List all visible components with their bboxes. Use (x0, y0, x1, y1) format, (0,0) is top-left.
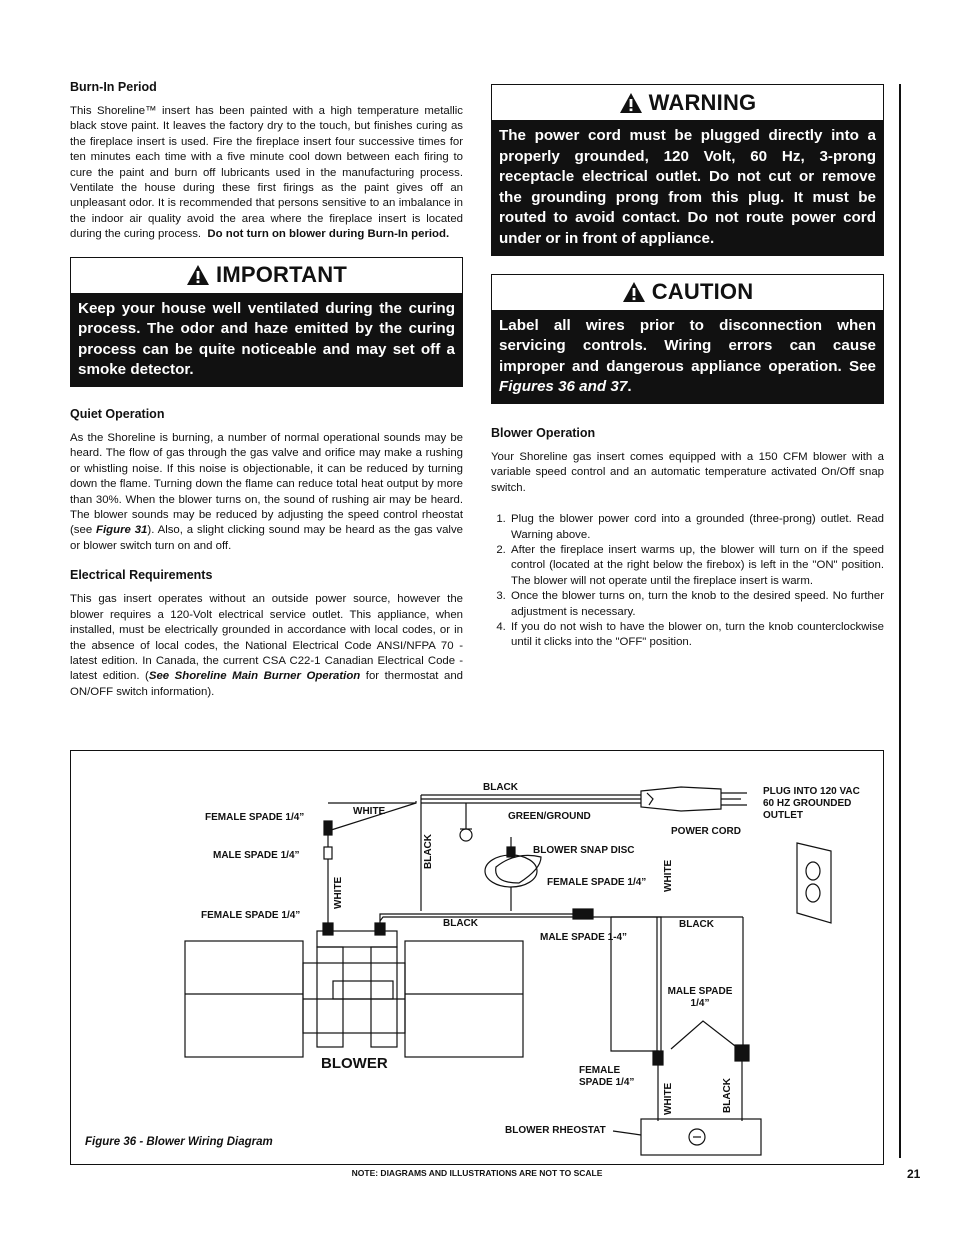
column-rule (899, 84, 901, 1158)
label-black-top: BLACK (483, 782, 518, 793)
label-white-top: WHITE (353, 806, 386, 817)
warning-title: WARNING (648, 89, 757, 115)
warning-triangle-icon (186, 264, 210, 286)
label-male-spade-2: MALE SPADE 1/4” (667, 986, 733, 1009)
burnin-text: This Shoreline™ insert has been painted with a high temperature metallic black stove paint. It leaves the factory dry to the touch, but finishes curing as the fireplace insert is used. Fire the fireplace insert four successive times for ten minutes each time with a five minute cool down between each firing to cure the paint and burn off lubricants used in the manufacturing process. Ventilate the house during these first firings as the paint gives off an unpleasant odor. It is recommended that persons sensitive to an imbalance in the indoor air quality avoid the area where the fireplace insert is located during the curing process. Do not turn on blower during Burn-In period. (70, 105, 463, 241)
burnin-heading: Burn-In Period (70, 80, 157, 94)
warning-triangle-icon (619, 92, 643, 114)
warning-body: The power cord must be plugged directly into a properly grounded, 120 Volt, 60 Hz, 3-prong receptacle electrical outlet. Do not cut or remove the grounding prong from this plug. It must be routed to avoid contact. Do not route power cord under or in front of appliance. (492, 120, 883, 255)
label-black-vert: BLACK (423, 834, 434, 869)
label-female-spade-1: FEMALE SPADE 1/4” (205, 812, 305, 823)
wiring-diagram (71, 751, 883, 1164)
label-white-vert-bottom: WHITE (663, 1082, 674, 1115)
label-black-vert-bottom: BLACK (722, 1078, 733, 1113)
caution-title: CAUTION (651, 279, 754, 305)
step-2: 2. After the fireplace insert warms up, the blower will turn on if the speed control (located at the right below the firebox) is left in the "ON" position. The blower will not operate until the fireplace insert is warm. (509, 543, 884, 589)
warning-box (491, 84, 884, 256)
label-black-right: BLACK (679, 919, 714, 930)
step-4: 4. If you do not wish to have the blower on, turn the knob counterclockwise until it clicks into the "OFF" position. (509, 620, 884, 651)
important-box (70, 257, 463, 387)
label-plug-into: PLUG INTO 120 VAC 60 HZ GROUNDED OUTLET (763, 786, 860, 821)
caution-figure-ref: Figures 36 and 37 (499, 378, 628, 396)
caution-triangle-icon (622, 281, 646, 303)
label-blower: BLOWER (321, 1055, 388, 1072)
important-title-bar (71, 258, 462, 293)
label-green-ground: GREEN/GROUND (508, 811, 591, 822)
label-male-spade-14: MALE SPADE 1-4” (540, 932, 628, 943)
figure-caption: Figure 36 - Blower Wiring Diagram (85, 1136, 273, 1148)
elec-ref: See Shoreline Main Burner Operation (148, 670, 361, 683)
quiet-heading: Quiet Operation (70, 407, 165, 422)
blower-housing-right (405, 941, 523, 1057)
footer-note: NOTE: DIAGRAMS AND ILLUSTRATIONS ARE NOT TO SCALE (351, 1168, 603, 1178)
important-body: Keep your house well ventilated during the curing process. The odor and haze emitted by the curing process can be quite noticeable and may set off a smoke detector. (71, 293, 462, 386)
wiring-diagram-figure (70, 750, 884, 1165)
label-female-spade-3: FEMALE SPADE 1/4” (201, 910, 301, 921)
blower-steps (491, 512, 884, 651)
burnin-bold: Do not turn on blower during Burn-In period. (207, 228, 450, 241)
left-column (70, 80, 463, 700)
elec-heading: Electrical Requirements (70, 568, 213, 583)
blower-heading: Blower Operation (491, 425, 596, 440)
label-white-vert-left: WHITE (333, 876, 344, 909)
quiet-figure-ref: Figure 31 (96, 524, 148, 537)
right-column (491, 84, 884, 651)
step-3: 3. Once the blower turns on, turn the knob to the desired speed. No further adjustment is necessary. (509, 589, 884, 620)
wall-outlet (797, 843, 831, 923)
label-blower-rheostat: BLOWER RHEOSTAT (505, 1125, 606, 1136)
page-number: 21 (907, 1167, 921, 1181)
elec-text: This gas insert operates without an outside power source, however the blower requires a 120-Volt electrical service outlet. This appliance, when installed, must be electrically grounded in accordance with local codes, or in the absence of local codes, the National Electrical Code ANSI/NFPA 70 - latest edition. In Canada, the current CSA C22-1 Canadian Electrical Code - latest edition. (See Shoreline Main Burner Operation for thermostat and ON/OFF switch information). (70, 593, 463, 698)
label-black-mid: BLACK (443, 918, 478, 929)
label-power-cord: POWER CORD (671, 826, 741, 837)
important-title: IMPORTANT (216, 262, 347, 288)
caution-box (491, 274, 884, 404)
blower-housing-left (185, 941, 303, 1057)
blower-text: Your Shoreline gas insert comes equipped with a 150 CFM blower with a variable speed control and an automatic temperature activated On/Off snap switch. (491, 450, 884, 494)
caution-body: Label all wires prior to disconnection when servicing controls. Wiring errors can cause improper and dangerous appliance operation. See Figures 36 and 37. (492, 310, 883, 403)
label-white-vert-right: WHITE (663, 859, 674, 892)
quiet-text: As the Shoreline is burning, a number of normal operational sounds may be heard. The flow of gas through the gas valve and orifice may make a rushing or whistling noise. If this noise is objectionable, it can be reduced by turning down the flame. Turning down the flame can reduce total heat output by more than 30%. When the blower turns on, the sound of rushing air may be heard. The blower sounds may be reduced by adjusting the speed control rheostat (see Figure 31). Also, a slight clicking sound may be heard as the gas valve or blower switch turn on and off. (70, 432, 463, 552)
caution-title-bar (492, 275, 883, 310)
label-male-spade-1: MALE SPADE 1/4” (213, 850, 300, 861)
label-female-spade-4: FEMALE SPADE 1/4” (579, 1065, 635, 1088)
warning-title-bar (492, 85, 883, 120)
step-1: 1. Plug the blower power cord into a grounded (three-prong) outlet. Read Warning above. (509, 512, 884, 543)
label-blower-snap-disc: BLOWER SNAP DISC (533, 845, 635, 856)
label-female-spade-2: FEMALE SPADE 1/4” (547, 877, 647, 888)
